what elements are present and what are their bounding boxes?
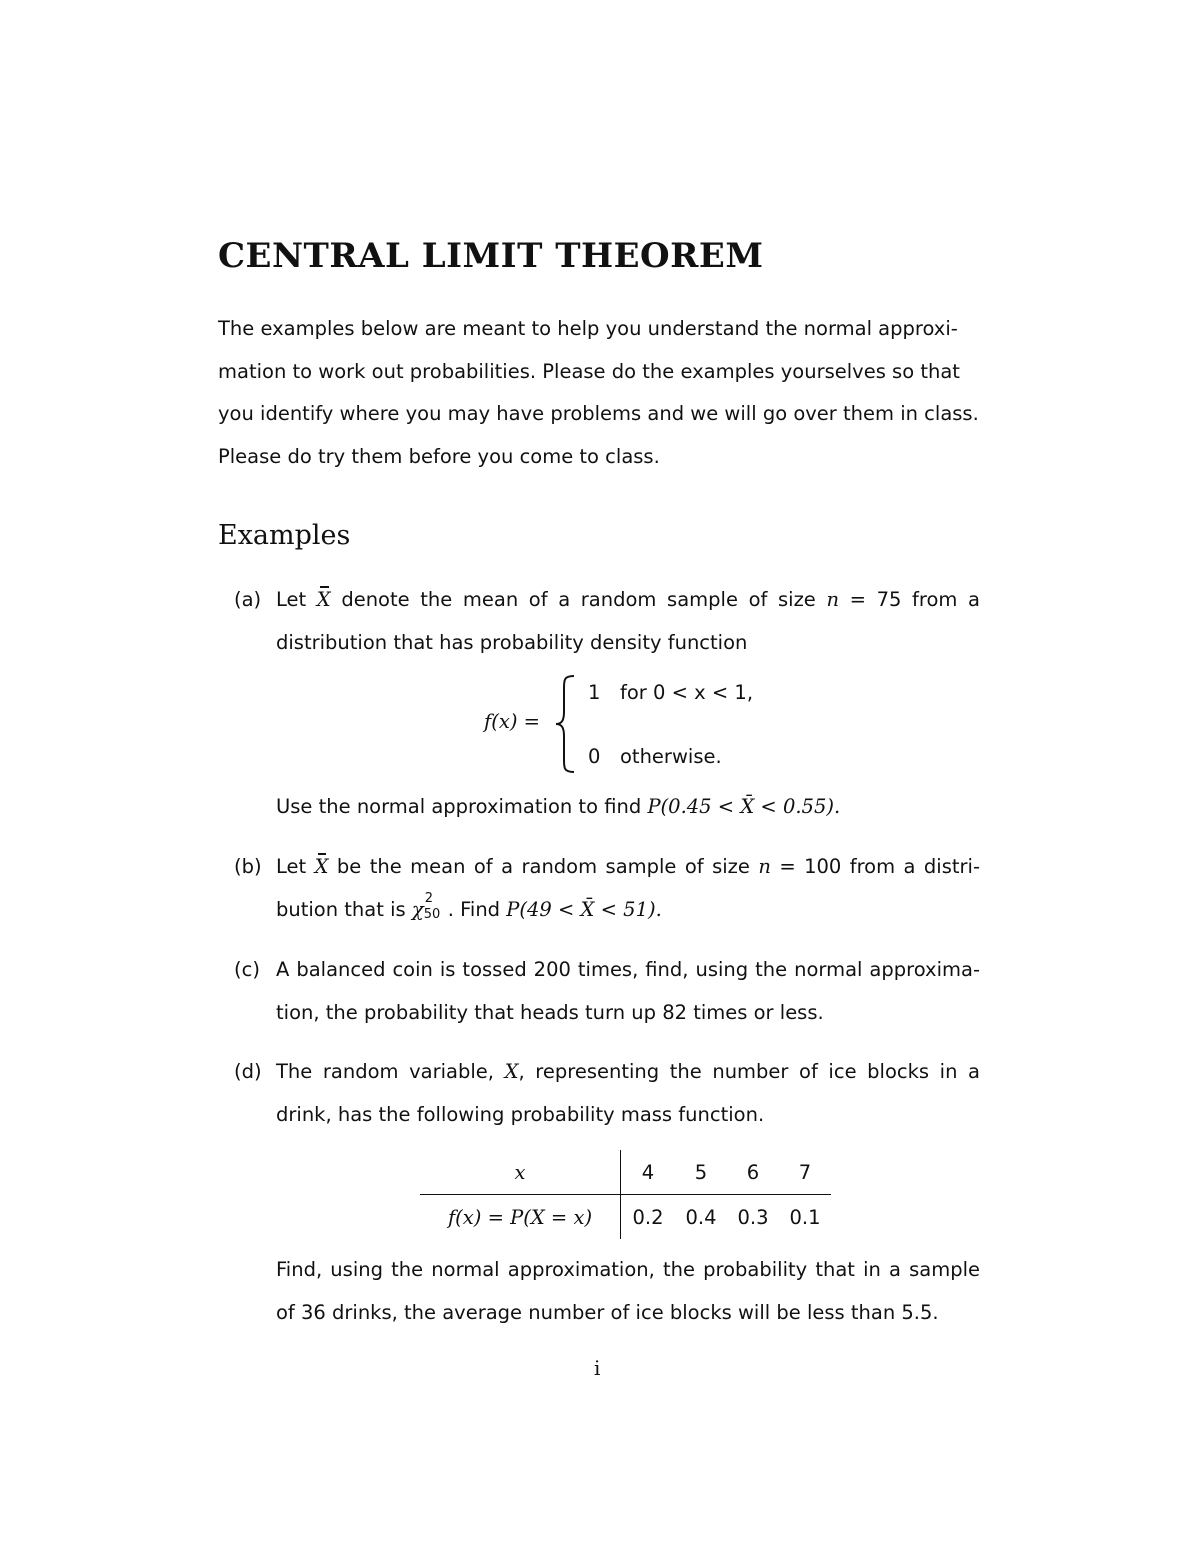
case-1-condition: for 0 < x < 1, <box>620 681 754 704</box>
example-d-line-3-text: Find, using the normal approximation, the probability that in a sample <box>276 1258 980 1281</box>
example-d-post: , representing the number of ice blocks in a <box>518 1060 980 1083</box>
example-b-size: = 100 from a distri- <box>770 855 980 878</box>
n-symbol: n <box>758 855 771 878</box>
intro-line-3: you identify where you may have problems and we will go over them in class. <box>218 402 979 425</box>
example-d-line-2 <box>234 1098 994 1141</box>
pmf-x-value: 6 <box>746 1160 760 1184</box>
example-d-line-3 <box>234 1253 994 1296</box>
example-a-use: Use the normal approximation to find <box>276 795 648 818</box>
x-symbol: X <box>504 1060 519 1083</box>
xbar-symbol: X <box>315 850 329 884</box>
pmf-prob-row <box>420 1195 831 1240</box>
page-number: i <box>594 1356 601 1380</box>
example-d-line-4-text: of 36 drinks, the average number of ice blocks will be less than 5.5. <box>276 1300 939 1324</box>
example-b-let: Let <box>276 855 315 878</box>
chi-superscript: 2 <box>424 890 433 906</box>
example-b-mid: be the mean of a random sample of size <box>328 855 759 878</box>
pmf-x-value: 7 <box>798 1160 812 1184</box>
example-d-line-1 <box>234 1055 994 1098</box>
example-c <box>234 953 994 1038</box>
n-symbol: n <box>826 588 839 611</box>
example-b-line-2-text <box>276 890 662 927</box>
intro-line-2: mation to work out probabilities. Please do the examples yourselves so that <box>218 359 960 383</box>
example-a-question <box>234 790 994 833</box>
example-a-line-2 <box>234 626 994 669</box>
chi-scripts <box>423 890 448 922</box>
example-d-line-2-text: drink, has the following probability mass function. <box>276 1102 765 1126</box>
example-c-label: (c) <box>234 958 260 981</box>
example-a-line-3-text <box>276 790 840 824</box>
chi-subscript: 50 <box>423 906 441 922</box>
brace-icon <box>556 676 574 772</box>
example-b-line-1-text <box>276 850 980 884</box>
example-a-let: Let <box>276 588 317 611</box>
pmf-p-value: 0.2 <box>632 1205 664 1229</box>
example-b-find: . Find <box>447 897 507 921</box>
example-a-size: = 75 from a <box>839 588 980 611</box>
chi-symbol: χ <box>411 897 424 921</box>
example-b <box>234 850 994 935</box>
xbar-symbol: X <box>317 583 331 617</box>
example-b-line-2 <box>234 890 994 936</box>
pmf-p-value: 0.4 <box>685 1205 717 1229</box>
example-a <box>234 583 994 668</box>
example-c-line-2-text: tion, the probability that heads turn up 82 times or less. <box>276 1000 824 1024</box>
page-title: CENTRAL LIMIT THEOREM <box>218 236 764 276</box>
pdf-lhs: f(x) = <box>484 710 540 733</box>
example-a-line-2-text: distribution that has probability density function <box>276 630 748 654</box>
case-2-value: 0 <box>588 745 601 768</box>
pmf-table <box>420 1150 840 1238</box>
intro-line-4: Please do try them before you come to class. <box>218 444 660 468</box>
piecewise-pdf <box>478 670 808 780</box>
pmf-row-label: f(x) = P(X = x) <box>420 1195 621 1240</box>
example-c-line-2 <box>234 996 994 1039</box>
pmf-p-value: 0.3 <box>737 1205 769 1229</box>
example-a-line-1 <box>234 583 994 626</box>
pmf-x-value: 4 <box>641 1160 655 1184</box>
example-b-label: (b) <box>234 855 262 878</box>
examples-heading: Examples <box>218 520 351 551</box>
example-b-line-1 <box>234 850 994 893</box>
example-b-probability: P(49 < X̄ < 51). <box>506 897 662 921</box>
example-d-question <box>234 1253 994 1338</box>
example-d-line-1-text <box>276 1055 980 1089</box>
example-c-line-1 <box>234 953 994 996</box>
case-2-condition: otherwise. <box>620 745 722 768</box>
example-b-bution: bution that is <box>276 897 412 921</box>
pmf-header-row <box>420 1150 831 1195</box>
intro-paragraph <box>218 312 988 482</box>
example-a-line-3 <box>234 790 994 833</box>
example-d-pre: The random variable, <box>276 1060 505 1083</box>
intro-line-1: The examples below are meant to help you understand the normal approxi- <box>218 317 958 340</box>
case-1-value: 1 <box>588 681 601 704</box>
example-d <box>234 1055 994 1140</box>
pmf-p-value: 0.1 <box>789 1205 821 1229</box>
pmf-header-label: x <box>420 1150 621 1195</box>
example-d-label: (d) <box>234 1060 262 1083</box>
pmf-x-value: 5 <box>694 1160 708 1184</box>
example-c-line-1-text: A balanced coin is tossed 200 times, find, using the normal approxima- <box>276 958 980 981</box>
example-a-line-1-text <box>276 583 980 617</box>
example-a-probability: P(0.45 < X̄ < 0.55). <box>647 795 841 818</box>
example-d-line-4 <box>234 1296 994 1339</box>
example-a-label: (a) <box>234 588 262 611</box>
example-a-mid: denote the mean of a random sample of size <box>330 588 827 611</box>
